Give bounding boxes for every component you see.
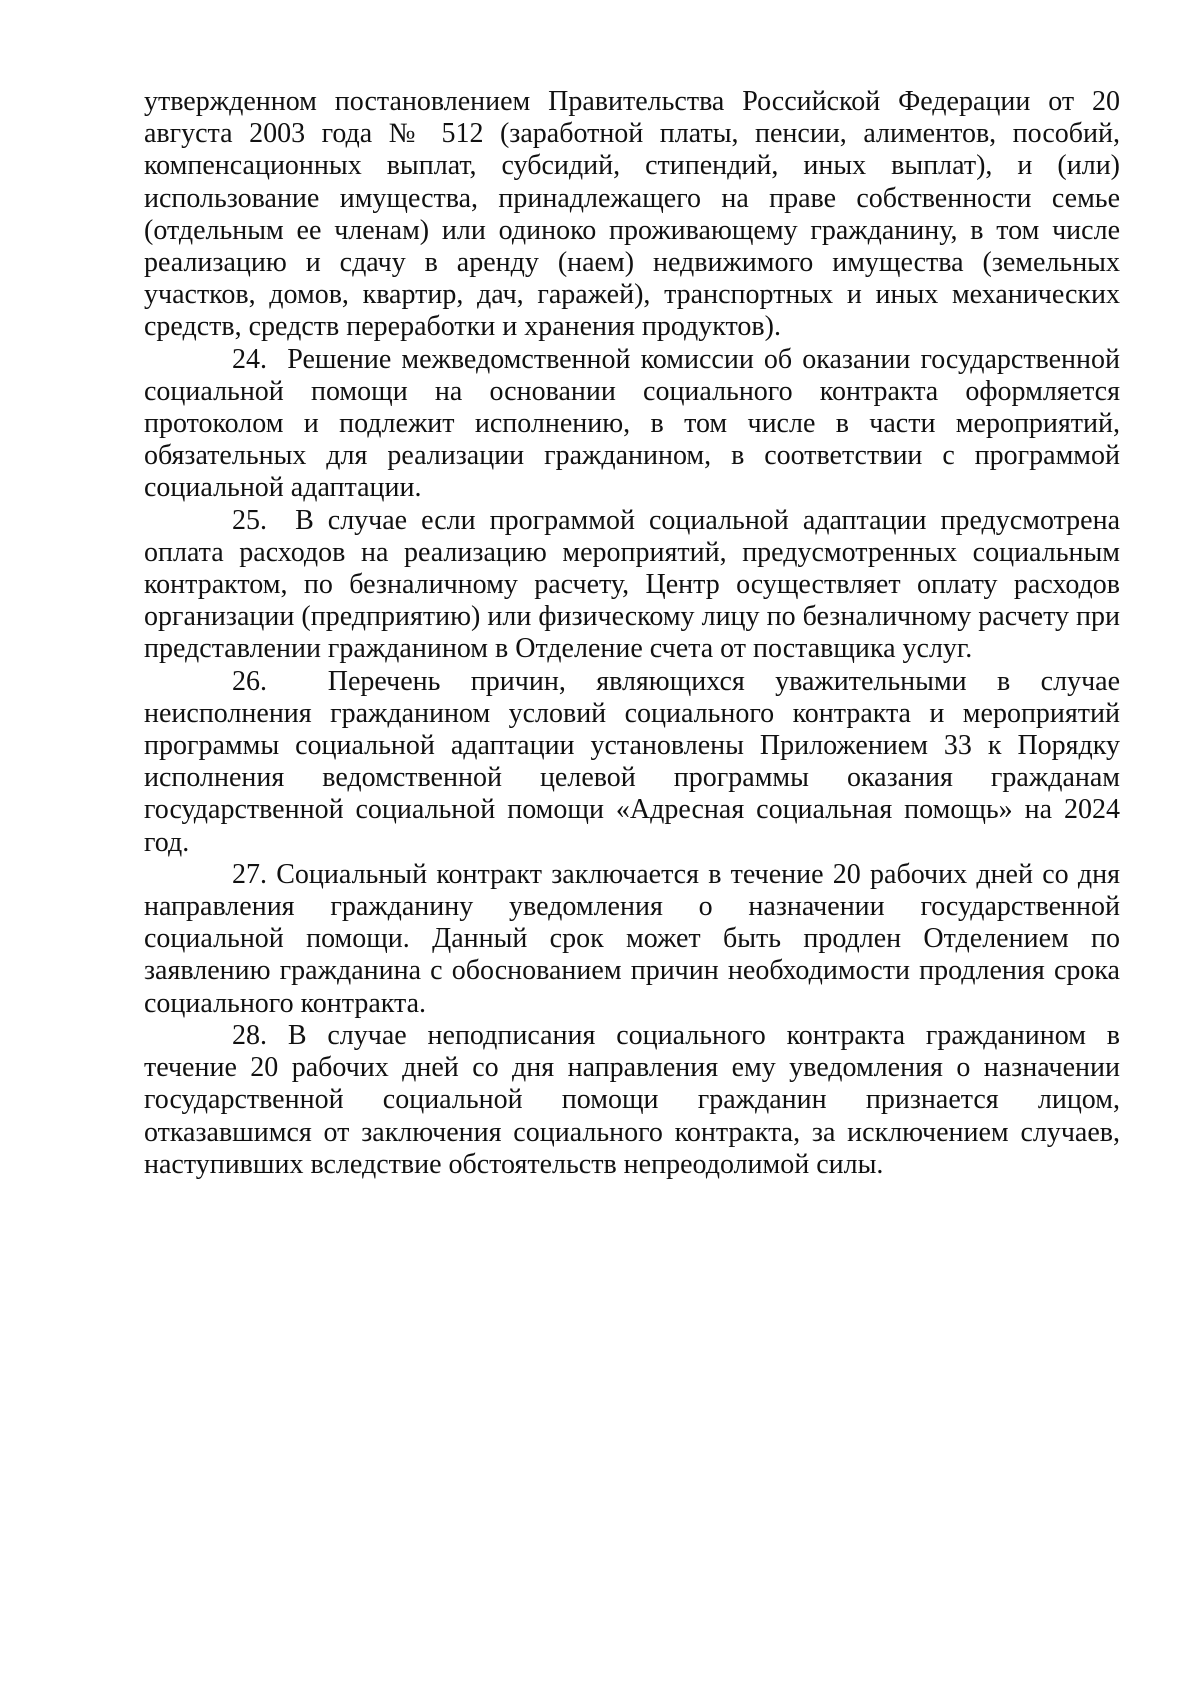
- paragraph-number: 27.: [232, 858, 267, 890]
- paragraph-text: В случае если программой социальной адаптации предусмотрена оплата расходов на реализацию мероприятий, предусмотренных социальным контрактом, по безналичному расчету, Центр осуществляет оплату расходов организации (предприятию) или физическому лицу по безналичному расчету при представлении гражданином в Отделение счета от поставщика услуг.: [144, 504, 1120, 665]
- paragraph-28: [144, 1020, 1120, 1181]
- paragraph-number: 26.: [232, 665, 267, 697]
- document-body: [144, 86, 1120, 1181]
- paragraph-number: 25.: [232, 504, 267, 536]
- paragraph-number: 24.: [232, 343, 267, 375]
- paragraph-text: Перечень причин, являющихся уважительными в случае неисполнения гражданином условий социального контракта и мероприятий программы социальной адаптации установлены Приложением 33 к Порядку исполнения ведомственной целевой программы оказания гражданам государственной социальной помощи «Адресная социальная помощь» на 2024 год.: [144, 665, 1121, 858]
- paragraph-26: [144, 666, 1120, 859]
- paragraph-text: Социальный контракт заключается в течение 20 рабочих дней со дня направления гражданину уведомления о назначении государственной социальной помощи. Данный срок может быть продлен Отделением по заявлению гражданина с обоснованием причин необходимости продления срока социального контракта.: [144, 858, 1120, 1019]
- paragraph-number: 28.: [232, 1019, 267, 1051]
- paragraph-27: [144, 859, 1120, 1020]
- paragraph-25: [144, 505, 1120, 666]
- paragraph-24: [144, 344, 1120, 505]
- continuation-paragraph: [144, 86, 1120, 344]
- paragraph-text: Решение межведомственной комиссии об оказании государственной социальной помощи на основании социального контракта оформляется протоколом и подлежит исполнению, в том числе в части мероприятий, обязательных для реализации гражданином, в соответствии с программой социальной адаптации.: [144, 343, 1120, 504]
- paragraph-text: утвержденном постановлением Правительства Российской Федерации от 20 августа 2003 года № 512 (заработной платы, пенсии, алиментов, пособий, компенсационных выплат, субсидий, стипендий, иных выплат), и (или) использование имущества, принадлежащего на праве собственности семье (отдельным ее членам) или одиноко проживающему гражданину, в том числе реализацию и сдачу в аренду (наем) недвижимого имущества (земельных участков, домов, квартир, дач, гаражей), транспортных и иных механических средств, средств переработки и хранения продуктов).: [144, 86, 1120, 343]
- paragraph-text: В случае неподписания социального контракта гражданином в течение 20 рабочих дней со дня направления ему уведомления о назначении государственной социальной помощи гражданин признается лицом, отказавшимся от заключения социального контракта, за исключением случаев, наступивших вследствие обстоятельств непреодолимой силы.: [144, 1019, 1121, 1180]
